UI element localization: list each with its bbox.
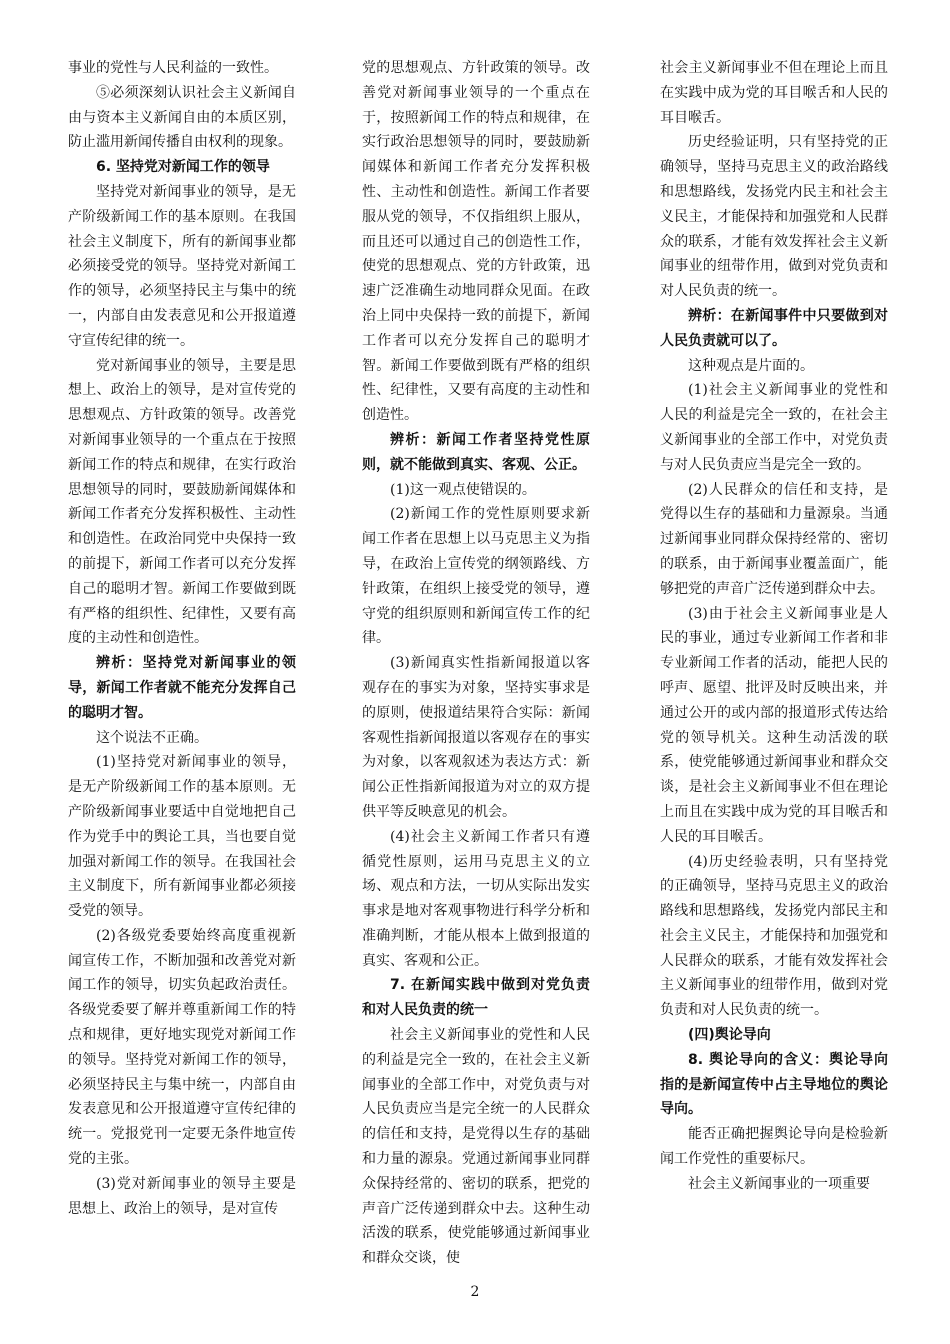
paragraph: 这种观点是片面的。	[688, 357, 814, 374]
section-heading: 8. 舆论导向的含义：舆论导向指的是新闻宣传中占主导地位的舆论导向。	[660, 1051, 888, 1118]
paragraph: (1)这一观点使错误的。	[390, 481, 536, 498]
paragraph: 社会主义新闻事业的党性和人民的利益是完全一致的，在社会主义新闻事业的全部工作中，对党负责与对人民负责应当是完全统一的人民群众的信任和支持，是党得以生存的基础和力量的源泉。党通过新闻事业同群众保持经常的、密切的联系，把党的声音广泛传递到群众中去。这种生动活泼的联系，使党能够通过新闻事业和群众交谈，使	[362, 1027, 590, 1267]
text-column-1	[68, 56, 296, 1221]
paragraph: 这个说法不正确。	[96, 729, 208, 746]
analysis-question: 辨析：新闻工作者坚持党性原则，就不能做到真实、客观、公正。	[362, 431, 590, 473]
paragraph: 历史经验证明，只有坚持党的正确领导，坚持马克思主义的政治路线和思想路线，发扬党内民主和社会主义民主，才能保持和加强党和人民群众的联系，才能有效发挥社会主义新闻事业的纽带作用，做到对党负责和对人民负责的统一。	[660, 134, 888, 300]
paragraph: (1)坚持党对新闻事业的领导，是无产阶级新闻工作的基本原则。无产阶级新闻事业要适中自觉地把自己作为党手中的舆论工具，当也要自觉加强对新闻工作的领导。在我国社会主义制度下，所有新闻事业都必须接受党的领导。	[68, 754, 296, 920]
paragraph: (4)社会主义新闻工作者只有遵循党性原则，运用马克思主义的立场、观点和方法，一切从实际出发实事求是地对客观事物进行科学分析和准确判断，才能从根本上做到报道的真实、客观和公正。	[362, 828, 590, 969]
paragraph: 能否正确把握舆论导向是检验新闻工作党性的重要标尺。	[660, 1126, 888, 1168]
paragraph: 党的思想观点、方针政策的领导。改善党对新闻事业领导的一个重点在于，按照新闻工作的特点和规律，在实行政治思想领导的同时，要鼓励新闻媒体和新闻工作者充分发挥积极性、主动性和创造性。新闻工作者要服从党的领导，不仅指组织上服从，而且还可以通过自己的创造性工作，使党的思想观点、党的方针政策，迅速广泛准确生动地同群众见面。在政治上同中央保持一致的前提下，新闻工作者可以充分发挥自己的聪明才智。新闻工作要做到既有严格的组织性、纪律性，又要有高度的主动性和创造性。	[362, 60, 590, 424]
text-column-2	[362, 56, 590, 1271]
section-heading: 6. 坚持党对新闻工作的领导	[96, 159, 270, 176]
paragraph: 社会主义新闻事业的一项重要	[688, 1175, 870, 1192]
section-heading: 7. 在新闻实践中做到对党负责和对人民负责的统一	[362, 977, 590, 1019]
paragraph: (2)各级党委要始终高度重视新闻宣传工作，不断加强和改善党对新闻工作的领导，切实负起政治责任。各级党委要了解并尊重新闻工作的特点和规律，更好地实现党对新闻工作的领导。坚持党对新闻工作的领导，必须坚持民主与集中统一，内部自由发表意见和公开报道遵守宣传纪律的统一。党报党刊一定要无条件地宣传党的主张。	[68, 927, 296, 1168]
paragraph: (2)新闻工作的党性原则要求新闻工作者在思想上以马克思主义为指导，在政治上宣传党的纲领路线、方针政策，在组织上接受党的领导，遵守党的组织原则和新闻宣传工作的纪律。	[362, 506, 590, 647]
analysis-question: 辨析：坚持党对新闻事业的领导，新闻工作者就不能充分发挥自己的聪明才智。	[68, 655, 296, 721]
paragraph: (3)党对新闻事业的领导主要是思想上、政治上的领导，是对宣传	[68, 1175, 296, 1217]
paragraph: (4)历史经验表明，只有坚持党的正确领导，坚持马克思主义的政治路线和思想路线，发扬党内部民主和社会主义民主，才能保持和加强党和人民群众的联系，才能有效发挥社会主义新闻事业的纽带作用，做到对党负责和对人民负责的统一。	[660, 853, 888, 1019]
paragraph: 事业的党性与人民利益的一致性。	[68, 60, 278, 76]
paragraph: (3)由于社会主义新闻事业是人民的事业，通过专业新闻工作者和非专业新闻工作者的活动，能把人民的呼声、愿望、批评及时反映出来，并通过公开的或内部的报道形式传达给党的领导机关。这种生动活泼的联系，使党能够通过新闻事业和群众交谈，是社会主义新闻事业不但在理论上而且在实践中成为党的耳目喉舌和人民的耳目喉舌。	[660, 605, 888, 845]
paragraph: (2)人民群众的信任和支持，是党得以生存的基础和力量源泉。当通过新闻事业同群众保持经常的、密切的联系，由于新闻事业覆盖面广，能够把党的声音广泛传递到群众中去。	[660, 481, 888, 597]
paragraph: 社会主义新闻事业不但在理论上而且在实践中成为党的耳目喉舌和人民的耳目喉舌。	[660, 60, 888, 126]
paragraph: ⑤必须深刻认识社会主义新闻自由与资本主义新闻自由的本质区别，防止滥用新闻传播自由权利的现象。	[68, 84, 296, 151]
paragraph: 坚持党对新闻事业的领导，是无产阶级新闻工作的基本原则。在我国社会主义制度下，所有的新闻事业都必须接受党的领导。坚持党对新闻工作的领导，必须坚持民主与集中的统一，内部自由发表意见和公开报道遵守宣传纪律的统一。	[68, 183, 296, 349]
section-heading: (四)舆论导向	[688, 1027, 771, 1044]
paragraph: (3)新闻真实性指新闻报道以客观存在的事实为对象，坚持实事求是的原则，使报道结果符合实际：新闻客观性指新闻报道以客观存在的事实为对象，以客观叙述为表达方式：新闻公正性指新闻报道为对立的双方提供平等反映意见的机会。	[362, 655, 590, 820]
text-column-3	[660, 56, 888, 1197]
paragraph: 党对新闻事业的领导，主要是思想上、政治上的领导，是对宣传党的思想观点、方针政策的领导。改善党对新闻事业领导的一个重点在于按照新闻工作的特点和规律，在实行政治思想领导的同时，要鼓励新闻媒体和新闻工作者充分发挥积极性、主动性和创造性。在政治同党中央保持一致的前提下，新闻工作者可以充分发挥自己的聪明才智。新闻工作要做到既有严格的组织性、纪律性，又要有高度的主动性和创造性。	[68, 357, 296, 647]
analysis-question: 辨析：在新闻事件中只要做到对人民负责就可以了。	[660, 307, 888, 349]
paragraph: (1)社会主义新闻事业的党性和人民的利益是完全一致的，在社会主义新闻事业的全部工作中，对党负责与对人民负责应当是完全一致的。	[660, 382, 888, 473]
page-number: 2	[470, 1284, 480, 1300]
